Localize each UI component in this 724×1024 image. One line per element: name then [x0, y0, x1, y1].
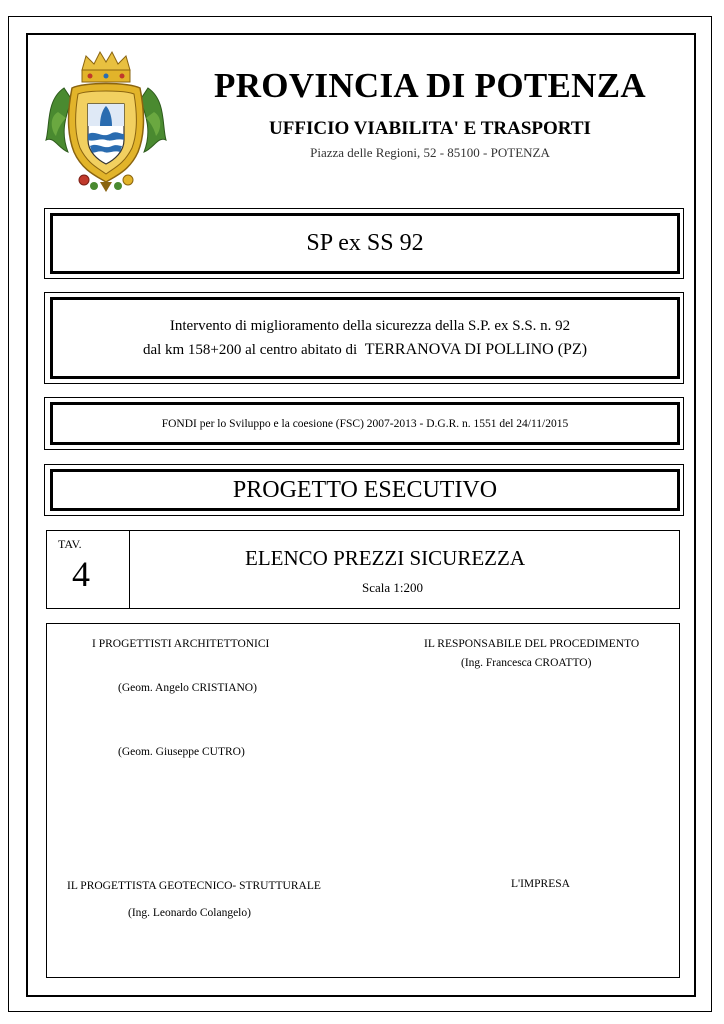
funding-box	[50, 402, 680, 445]
tav-label: TAV.	[58, 537, 82, 551]
description-line-1: Intervento di miglioramento della sicurezza della S.P. ex S.S. n. 92	[169, 317, 571, 334]
road-name: SP ex SS 92	[306, 230, 424, 256]
architect-1-name: (Geom. Angelo CRISTIANO)	[118, 682, 257, 694]
header-address: Piazza delle Regioni, 52 - 85100 - POTENZA	[310, 145, 550, 160]
province-crest-icon	[44, 48, 168, 194]
description-box	[50, 297, 680, 379]
architects-role: I PROGETTISTI ARCHITETTONICI	[92, 638, 270, 650]
manager-name: (Ing. Francesca CROATTO)	[461, 657, 592, 669]
manager-role: IL RESPONSABILE DEL PROCEDIMENTO	[424, 638, 640, 650]
geotech-role: IL PROGETTISTA GEOTECNICO- STRUTTURALE	[67, 880, 321, 892]
road-box	[50, 213, 680, 274]
company-role: L'IMPRESA	[511, 878, 570, 890]
architect-2-name: (Geom. Giuseppe CUTRO)	[118, 746, 245, 758]
description-line-2	[143, 341, 587, 359]
funding-text: FONDI per lo Sviluppo e la coesione (FSC) 2007-2013 - D.G.R. n. 1551 del 24/11/2015	[161, 417, 569, 430]
geotech-name: (Ing. Leonardo Colangelo)	[128, 907, 251, 919]
header-office: UFFICIO VIABILITA' E TRASPORTI	[269, 118, 591, 139]
header-title: PROVINCIA DI POTENZA	[214, 66, 646, 105]
sheet-title: ELENCO PREZZI SICUREZZA	[245, 546, 525, 570]
phase-box	[50, 469, 680, 511]
signatures-box	[46, 623, 680, 978]
description-location: TERRANOVA DI POLLINO (PZ)	[364, 340, 588, 358]
project-phase: PROGETTO ESECUTIVO	[232, 476, 498, 503]
tav-number: 4	[72, 554, 90, 594]
sheet-scale: Scala 1:200	[361, 580, 423, 595]
description-prefix: dal km 158+200 al centro abitato di	[142, 341, 358, 358]
